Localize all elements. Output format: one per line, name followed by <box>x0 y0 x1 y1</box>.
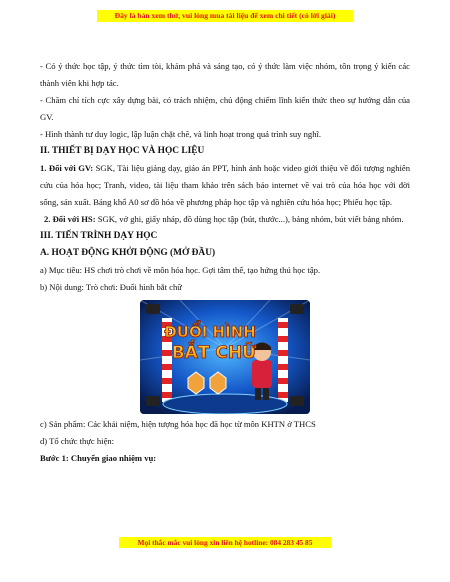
intro-bullet-3: - Hình thành tư duy logic, lập luận chặt chẽ, và linh hoạt trong quá trình suy nghĩ. <box>40 129 322 139</box>
teacher-materials <box>40 160 410 211</box>
game-scene-svg <box>140 300 310 414</box>
item-b-content: b) Nội dung: Trò chơi: Đuổi hình bắt chữ <box>40 282 182 292</box>
section-3-heading: III. TIẾN TRÌNH DẠY HỌC <box>40 231 158 241</box>
item-a-objective: a) Mục tiêu: HS chơi trò chơi về môn hóa học. Gợi tâm thế, tạo hứng thú học tập. <box>40 265 321 275</box>
hotline-banner: Mọi thắc mắc vui lòng xin liên hệ hotline: 084 283 45 85 <box>119 537 331 548</box>
game-title-line-1: ĐUỔI HÌNH <box>164 323 256 341</box>
activity-heading: A. HOẠT ĐỘNG KHỞI ĐỘNG (MỞ ĐẦU) <box>40 248 216 258</box>
section-2-heading: II. THIẾT BỊ DẠY HỌC VÀ HỌC LIỆU <box>40 146 205 156</box>
student-label: 2. Đối với HS: <box>44 214 96 224</box>
game-title-line-2: BẮT CHỮ <box>171 343 257 363</box>
intro-bullet-2: - Chăm chỉ tích cực xây dựng bài, có trách nhiệm, chủ động chiếm lĩnh kiến thức theo sự hướng dẫn của GV. <box>40 95 410 122</box>
document-body <box>40 58 410 467</box>
teacher-text: SGK, Tài liệu giảng dạy, giáo án PPT, hình ảnh hoặc video giới thiệu về đối tượng nghiên cứu của hóa học; Tranh, video, tài liệu tham khảo trên sách báo internet về vai trò của hóa học với đời sống, sản xuất. Bảng khổ A0 sơ đồ hóa về phương pháp học tập và nghiên cứu hóa học; Phiếu học tập. <box>40 163 411 207</box>
item-c-product: c) Sản phẩm: Các khái niệm, hiện tượng hóa học đã học từ môn KHTN ở THCS <box>40 419 316 429</box>
student-materials <box>40 211 410 228</box>
student-text: SGK, vở ghi, giấy nháp, đồ dùng học tập (bút, thước...), bảng nhóm, bút viết bảng nhóm. <box>95 214 404 224</box>
intro-bullet-1: - Có ý thức học tập, ý thức tìm tòi, khám phá và sáng tạo, có ý thức làm việc nhóm, tôn trọng ý kiến các thành viên khi hợp tác. <box>40 61 410 88</box>
teacher-label: 1. Đối với GV: <box>40 163 94 173</box>
item-d-organization: d) Tổ chức thực hiện: <box>40 436 115 446</box>
preview-banner: Đây là bản xem thử, vui lòng mua tài liệu để xem chi tiết (có lời giải) <box>97 10 353 22</box>
step-1-heading: Bước 1: Chuyển giao nhiệm vụ: <box>40 453 157 463</box>
game-illustration <box>140 300 310 414</box>
